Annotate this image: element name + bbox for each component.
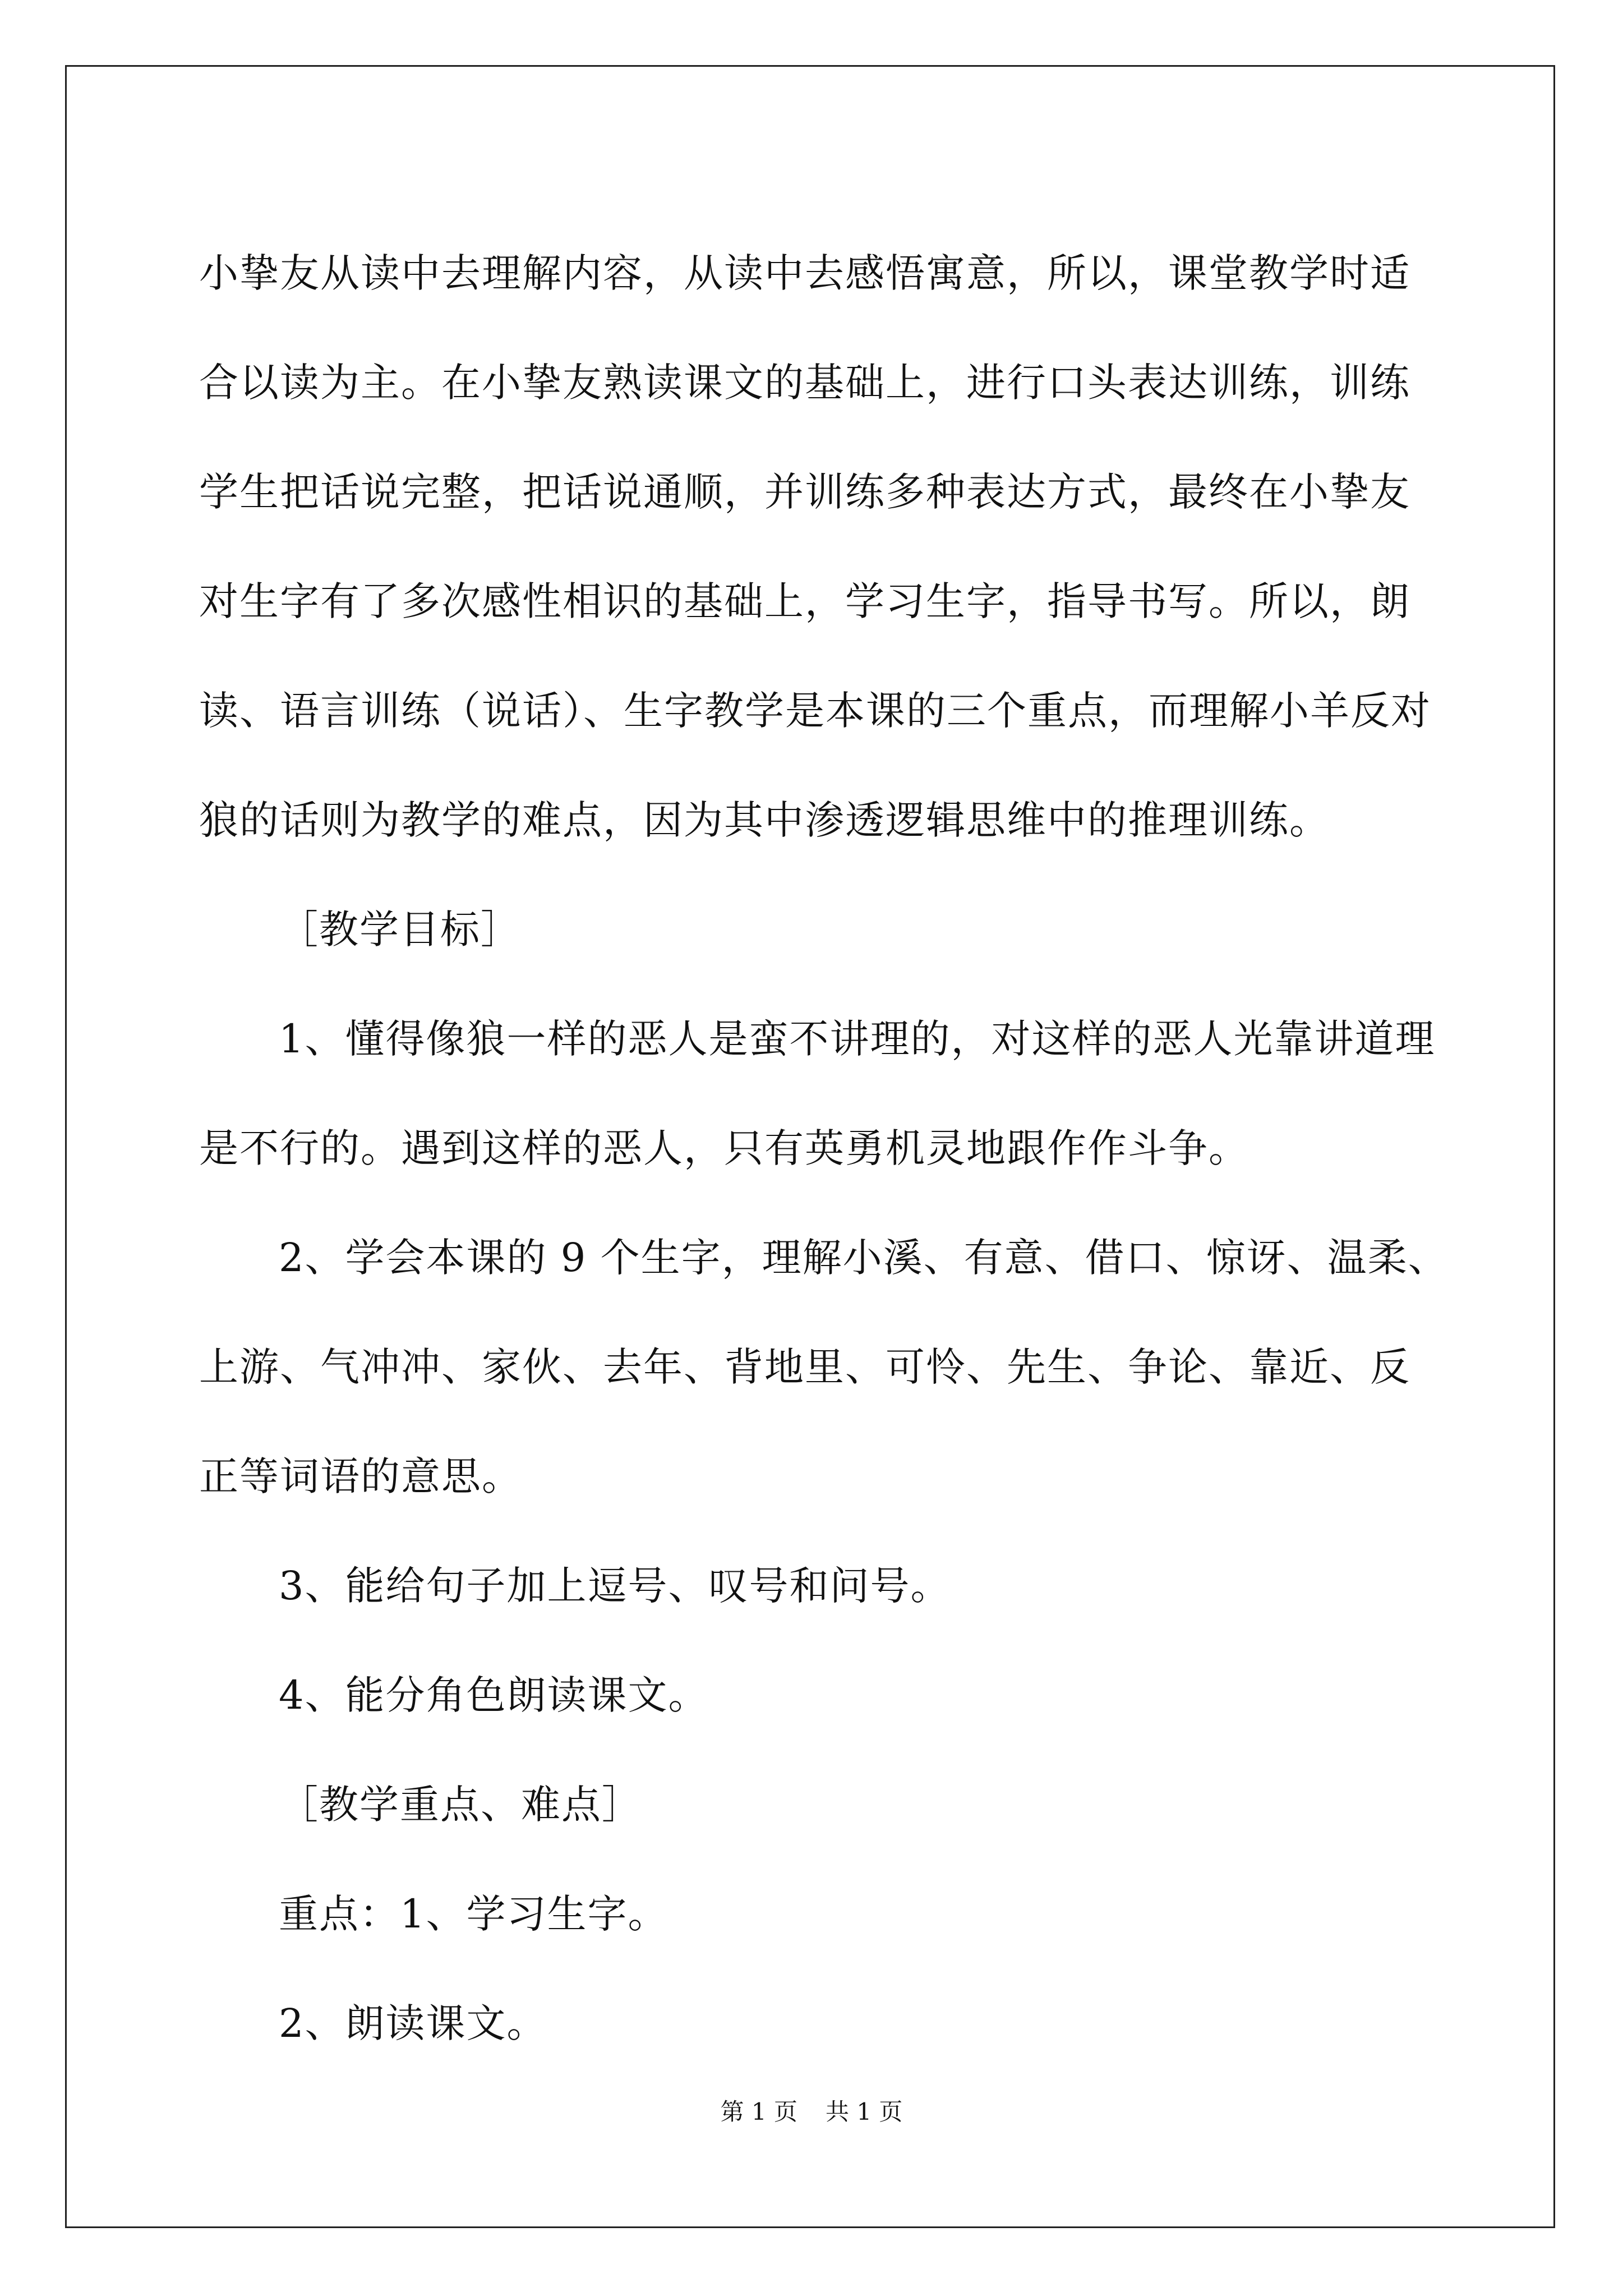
key-point-line: 2、朗读课文。 — [279, 2000, 547, 2046]
objective-2-line: 上游、气冲冲、家伙、去年、背地里、可怜、先生、争论、靠近、反 — [199, 1344, 1410, 1390]
objective-2-line: 2、学会本课的 9 个生字，理解小溪、有意、借口、惊讶、温柔、 — [279, 1235, 1449, 1281]
key-point-line: 重点：1、学习生字。 — [279, 1891, 668, 1937]
paragraph-line: 狼的话则为教学的难点，因为其中渗透逻辑思维中的推理训练。 — [199, 797, 1330, 843]
objective-1-line: 是不行的。遇到这样的恶人，只有英勇机灵地跟作作斗争。 — [199, 1125, 1249, 1171]
objective-3-line: 3、能给句子加上逗号、叹号和问号。 — [279, 1563, 951, 1609]
page-number: 第 1 页 — [720, 2098, 797, 2125]
paragraph-line: 读、语言训练（说话）、生字教学是本课的三个重点，而理解小羊反对 — [199, 688, 1431, 734]
paragraph-line: 小挚友从读中去理解内容，从读中去感悟寓意，所以，课堂教学时适 — [199, 250, 1410, 296]
section-heading-key-points: ［教学重点、难点］ — [279, 1782, 642, 1828]
paragraph-line: 合以读为主。在小挚友熟读课文的基础上，进行口头表达训练，训练 — [199, 360, 1410, 406]
page-total: 共 1 页 — [826, 2098, 903, 2125]
page-footer — [0, 2095, 1623, 2129]
objective-1-line: 1、懂得像狼一样的恶人是蛮不讲理的，对这样的恶人光靠讲道理 — [279, 1016, 1436, 1062]
document-body — [199, 219, 1495, 2078]
section-heading-objectives: ［教学目标］ — [279, 907, 521, 953]
paragraph-line: 对生字有了多次感性相识的基础上，学习生字，指导书写。所以，朗 — [199, 578, 1410, 624]
paragraph-line: 学生把话说完整，把话说通顺，并训练多种表达方式，最终在小挚友 — [199, 469, 1410, 515]
objective-4-line: 4、能分角色朗读课文。 — [279, 1672, 709, 1718]
objective-2-line: 正等词语的意思。 — [199, 1453, 522, 1499]
